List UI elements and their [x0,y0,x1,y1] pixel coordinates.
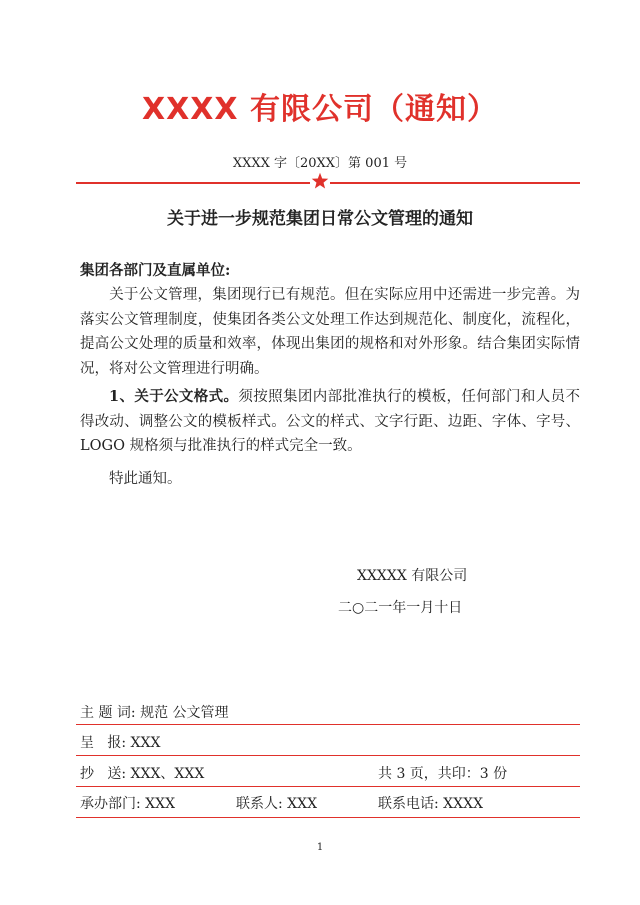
footer-rule-1 [76,724,580,725]
signature-date: 二○二一年一月十日 [338,600,463,616]
phone-row [378,793,483,813]
subject-keywords-row [80,702,229,722]
paragraph-1 [80,283,580,381]
copy-row [80,763,204,783]
subject-value: 规范 公文管理 [140,705,229,721]
paragraph-2 [80,385,580,459]
paragraph-2-text: 须按照集团内部批准执行的模板，任何部门和人员不得改动、调整公文的模板样式。公文的样式、文字行距、边距、字体、字号、LOGO 规格须与批准执行的样式完全一致。 [80,389,580,454]
footer-rule-2 [76,755,580,756]
paragraph-2-heading: 1、关于公文格式。 [109,388,239,405]
paragraph-1-text: 关于公文管理，集团现行已有规范。但在实际应用中还需进一步完善。为落实公文管理制度，使集团各类公文处理工作达到规范化、制度化，流程化，提高公文处理的质量和效率，体现出集团的规格和对外形象。结合集团实际情况，将对公文管理进行明确。 [80,287,580,377]
document-header-title: XXXX 有限公司（通知） [142,92,498,127]
phone-label: 联系电话: [378,796,439,812]
footer-rule-3 [76,786,580,787]
contact-value: XXX [287,796,318,812]
footer-rule-4 [76,817,580,818]
contact-row [236,793,317,813]
closing-text: 特此通知。 [109,471,182,487]
document-title: 关于进一步规范集团日常公文管理的通知 [167,209,473,229]
contact-label: 联系人: [236,796,283,812]
closing-paragraph [80,467,580,492]
subject-label: 主 题 词: [80,705,136,721]
header-rule-right [330,182,580,184]
document-number: XXXX 字〔20XX〕第 001 号 [232,156,408,171]
header-rule-left [76,182,310,184]
report-value: XXX [130,735,161,751]
signature-org: XXXXX 有限公司 [357,568,468,584]
copy-value: XXX、XXX [130,766,205,782]
phone-value: XXXX [443,796,484,812]
report-label: 呈 报: [80,735,127,751]
star-icon [311,172,329,190]
dept-value: XXX [145,796,176,812]
dept-label: 承办部门: [80,796,141,812]
page-number: 1 [316,842,324,853]
report-row [80,732,160,752]
dept-row [80,793,175,813]
salutation: 集团各部门及直属单位: [80,262,231,279]
copy-label: 抄 送: [80,766,127,782]
pages-count: 共 3 页，共印：3 份 [378,766,508,782]
